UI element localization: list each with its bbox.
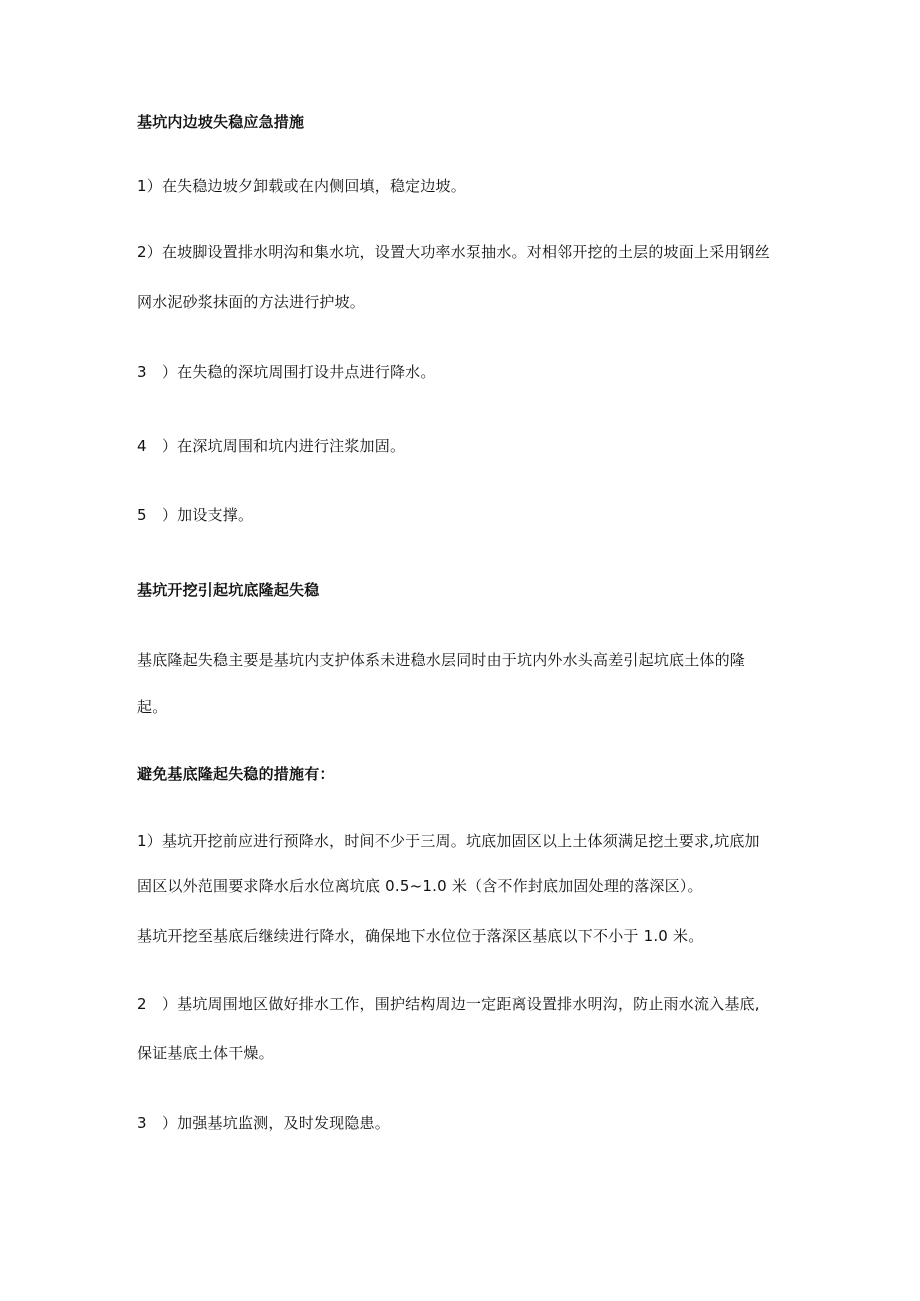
measure-item-2-line-2: 网水泥砂浆抹面的方法进行护坡。 [137, 293, 366, 311]
prevention-item-3: 3 ）加强基坑监测，及时发现隐患。 [137, 1114, 390, 1132]
paragraph-line-1: 基底隆起失稳主要是基坑内支护体系未进稳水层同时由于坑内外水头高差引起坑底土体的隆 [137, 651, 746, 669]
prevention-item-2-line-2: 保证基底土体干燥。 [137, 1044, 274, 1062]
prevention-item-2-line-1: 2 ）基坑周围地区做好排水工作，围护结构周边一定距离设置排水明沟，防止雨水流入基底, [137, 995, 760, 1013]
section-heading-prevention-measures: 避免基底隆起失稳的措施有： [137, 765, 335, 783]
prevention-item-1-line-2: 固区以外范围要求降水后水位离坑底 0.5~1.0 米（含不作封底加固处理的落深区）。 [137, 877, 703, 895]
section-heading-slope-instability: 基坑内边坡失稳应急措施 [137, 113, 305, 131]
measure-item-2-line-1: 2）在坡脚设置排水明沟和集水坑，设置大功率水泵抽水。对相邻开挖的土层的坡面上采用钢丝 [137, 243, 770, 261]
measure-item-3: 3 ）在失稳的深坑周围打设井点进行降水。 [137, 363, 436, 381]
prevention-item-1-line-3: 基坑开挖至基底后继续进行降水，确保地下水位位于落深区基底以下不小于 1.0 米。 [137, 927, 704, 945]
measure-item-5: 5 ）加设支撑。 [137, 506, 254, 524]
paragraph-line-2: 起。 [137, 698, 168, 716]
measure-item-1: 1）在失稳边坡夕卸载或在内侧回填，稳定边坡。 [137, 177, 466, 195]
prevention-item-1-line-1: 1）基坑开挖前应进行预降水，时间不少于三周。坑底加固区以上土体须满足挖土要求,坑底加 [137, 832, 760, 850]
section-heading-base-heave: 基坑开挖引起坑底隆起失稳 [137, 581, 320, 599]
measure-item-4: 4 ）在深坑周围和坑内进行注浆加固。 [137, 437, 406, 455]
